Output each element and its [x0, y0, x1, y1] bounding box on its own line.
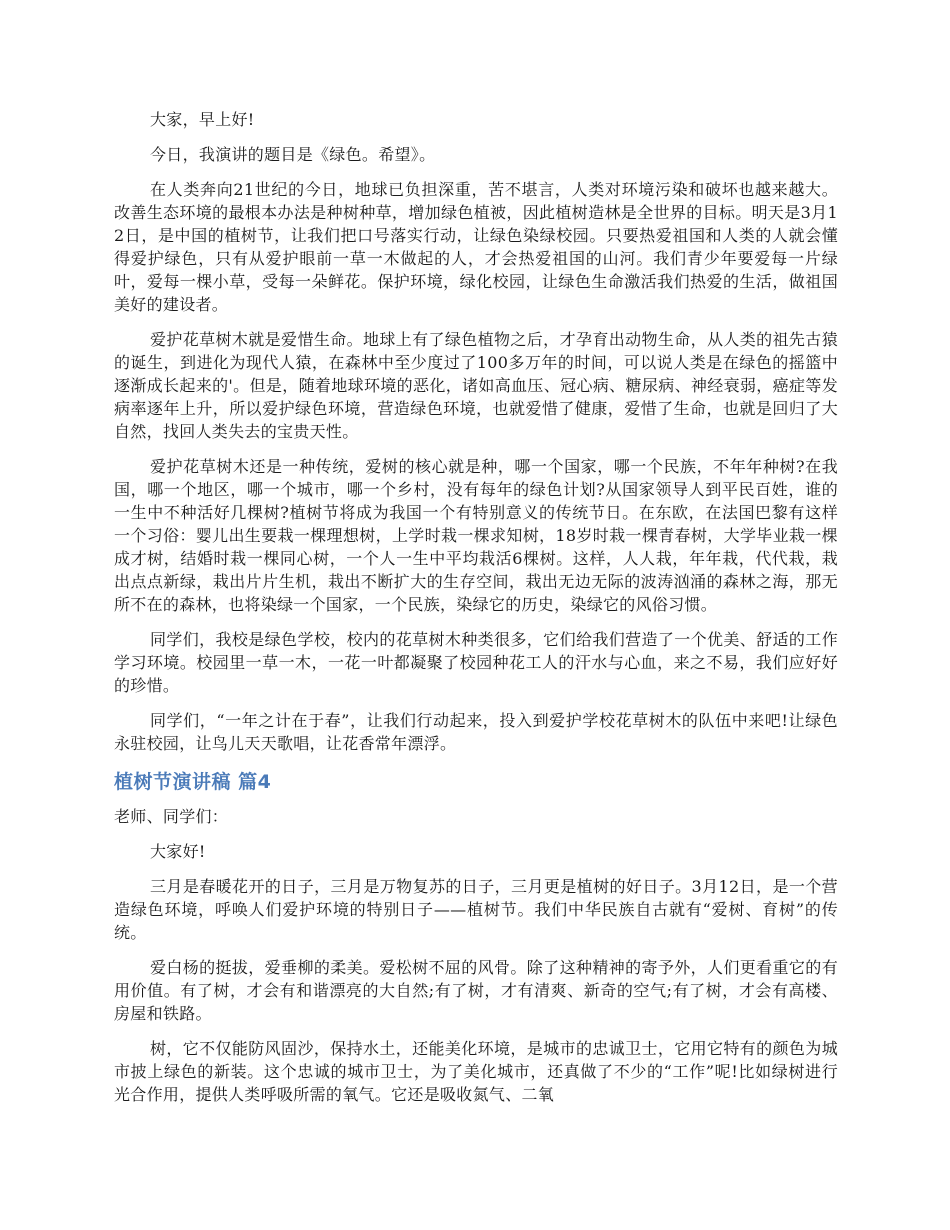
paragraph: 大家好! [150, 842, 206, 861]
paragraph: 今日，我演讲的题目是《绿色。希望》。 [150, 145, 436, 164]
paragraph: 三月是春暖花开的日子，三月是万物复苏的日子，三月更是植树的好日子。3月12日，是一个营造绿色环境，呼唤人们爱护环境的特别日子——植树节。我们中华民族自古就有“爱树、育树”的传统。 [114, 877, 838, 942]
section-heading: 植树节演讲稿 篇4 [114, 771, 272, 793]
paragraph: 爱白杨的挺拔，爱垂柳的柔美。爱松树不屈的风骨。除了这种精神的寄予外，人们更看重它的有用价值。有了树，才会有和谐漂亮的大自然;有了树，才有清爽、新奇的空气;有了树，才会有高楼、房屋和铁路。 [114, 958, 838, 1023]
paragraph: 爱护花草树木就是爱惜生命。地球上有了绿色植物之后，才孕育出动物生命，从人类的祖先古猿的诞生，到进化为现代人猿，在森林中至少度过了100多万年的时间，可以说人类是在绿色的摇篮中逐渐成长起来的'。但是，随着地球环境的恶化，诸如高血压、冠心病、糖尿病、神经衰弱，癌症等发病率逐年上升，所以爱护绿色环境，营造绿色环境，也就爱惜了健康，爱惜了生命，也就是回归了大自然，找回人类失去的宝贵天性。 [114, 330, 838, 441]
document-page [114, 108, 838, 1118]
paragraph: 树，它不仅能防风固沙，保持水土，还能美化环境，是城市的忠诚卫士，它用它特有的颜色为城市披上绿色的新装。这个忠诚的城市卫士，为了美化城市，还真做了不少的“工作”呢!比如绿树进行光合作用，提供人类呼吸所需的氧气。它还是吸收氮气、二氧 [114, 1039, 838, 1104]
paragraph: 爱护花草树木还是一种传统，爱树的核心就是种，哪一个国家，哪一个民族，不年年种树?在我国，哪一个地区，哪一个城市，哪一个乡村，没有每年的绿色计划?从国家领导人到平民百姓，谁的一生中不种活好几棵树?植树节将成为我国一个有特别意义的传统节日。在东欧，在法国巴黎有这样一个习俗：婴儿出生要栽一棵理想树，上学时栽一棵求知树，18岁时栽一棵青春树，大学毕业栽一棵成才树，结婚时栽一棵同心树，一个人一生中平均栽活6棵树。这样，人人栽，年年栽，代代栽，栽出点点新绿，栽出片片生机，栽出不断扩大的生存空间，栽出无边无际的波涛汹涌的森林之海，那无所不在的森林，也将染绿一个国家，一个民族，染绿它的历史，染绿它的风俗习惯。 [114, 457, 838, 614]
paragraph: 在人类奔向21世纪的今日，地球已负担深重，苦不堪言，人类对环境污染和破坏也越来越大。改善生态环境的最根本办法是种树种草，增加绿色植被，因此植树造林是全世界的目标。明天是3月12日，是中国的植树节，让我们把口号落实行动，让绿色染绿校园。只要热爱祖国和人类的人就会懂得爱护绿色，只有从爱护眼前一草一木做起的人，才会热爱祖国的山河。我们青少年要爱每一片绿叶，爱每一棵小草，受每一朵鲜花。保护环境，绿化校园，让绿色生命激活我们热爱的生活，做祖国美好的建设者。 [114, 180, 838, 314]
paragraph: 同学们，“一年之计在于春”，让我们行动起来，投入到爱护学校花草树木的队伍中来吧!让绿色永驻校园，让鸟儿天天歌唱，让花香常年漂浮。 [114, 711, 838, 753]
paragraph: 大家，早上好! [150, 110, 255, 129]
salutation: 老师、同学们： [114, 807, 229, 826]
paragraph: 同学们，我校是绿色学校，校内的花草树木种类很多，它们给我们营造了一个优美、舒适的工作学习环境。校园里一草一木，一花一叶都凝聚了校园种花工人的汗水与心血，来之不易，我们应好好的珍惜。 [114, 630, 838, 695]
